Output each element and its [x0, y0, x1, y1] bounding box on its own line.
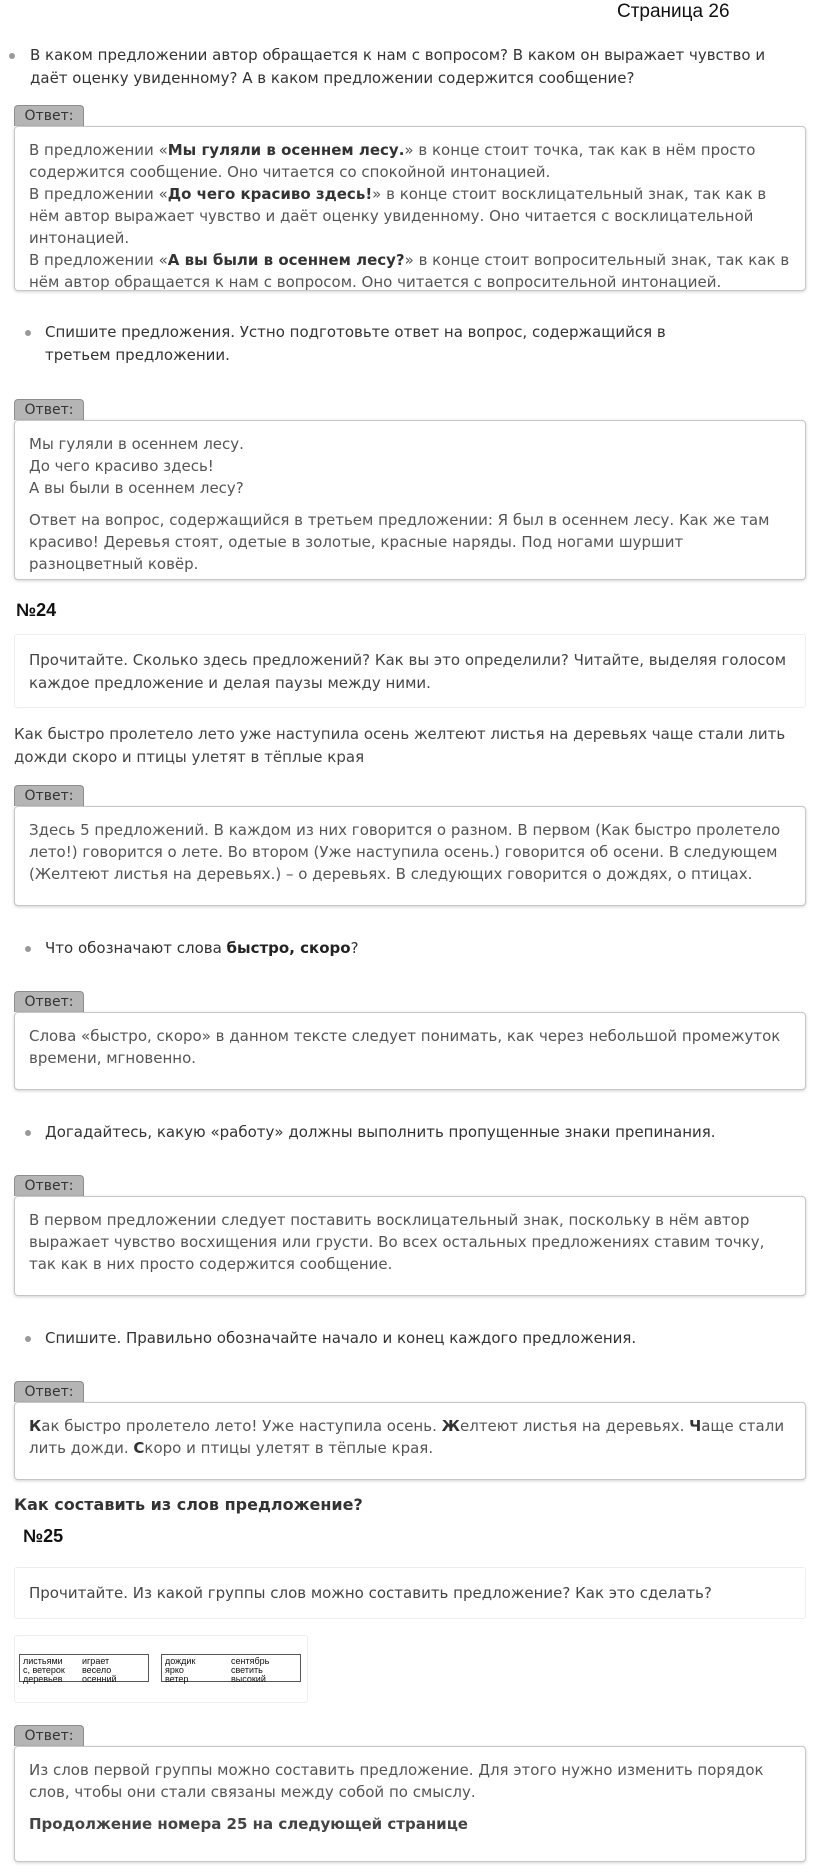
word: листьями	[23, 1656, 63, 1666]
answer-box-2	[14, 420, 806, 580]
answer-2-line-3: А вы были в осеннем лесу?	[29, 479, 244, 497]
word: ярко	[165, 1665, 184, 1675]
answer-box-1	[14, 126, 806, 291]
word: ветер	[165, 1674, 189, 1684]
bullet-dot	[25, 1130, 31, 1136]
answer-1-sentence-2: В предложении «До чего красиво здесь!» в конце стоит восклицательный знак, так как в нём автор выражает чувство и даёт оценку увиденному. Оно читается с восклицательной интонацией.	[29, 185, 767, 247]
word: светить	[231, 1665, 263, 1675]
word: с, ветерок	[23, 1665, 65, 1675]
answer-4-text: Слова «быстро, скоро» в данном тексте следует понимать, как через небольшой промежуток времени, мгновенно.	[29, 1027, 781, 1067]
word-group-1	[19, 1654, 149, 1682]
question-3-text: Что обозначают слова быстро, скоро?	[45, 939, 359, 957]
task-25-prompt: Прочитайте. Из какой группы слов можно составить предложение? Как это сделать?	[29, 1584, 712, 1602]
answer-box-4	[14, 1012, 806, 1090]
answer-1-sentence-3: В предложении «А вы были в осеннем лесу?» в конце стоит вопросительный знак, так как в нём автор обращается к нам с вопросом. Оно читается с вопросительной интонацией.	[29, 251, 790, 291]
word: весело	[82, 1665, 112, 1675]
word: деревьев	[23, 1674, 63, 1684]
word: играет	[82, 1656, 110, 1666]
question-4-text: Догадайтесь, какую «работу» должны выполнить пропущенные знаки препинания.	[45, 1123, 716, 1141]
word: сентябрь	[231, 1656, 270, 1666]
task-25-number: №25	[23, 1526, 64, 1546]
question-1	[30, 44, 790, 90]
task-24-text: Как быстро пролетело лето уже наступила осень желтеют листья на деревьях чаще стали лить дожди скоро и птицы улетят в тёплые края	[14, 725, 786, 766]
answer-box-5	[14, 1196, 806, 1296]
task-24-prompt-box	[14, 634, 806, 708]
word-group-2	[161, 1654, 301, 1682]
task-24-prompt: Прочитайте. Сколько здесь предложений? Как вы это определили? Читайте, выделяя голосом каждое предложение и делая паузы между ними.	[29, 651, 787, 692]
answer-box-3	[14, 806, 806, 906]
question-1-text: В каком предложении автор обращается к нам с вопросом? В каком он выражает чувство и даёт оценку увиденному? А в каком предложении содержится сообщение?	[30, 46, 766, 87]
answer-2-line-2: До чего красиво здесь!	[29, 457, 214, 475]
question-3	[45, 937, 745, 960]
question-5	[45, 1327, 765, 1350]
answer-2-line-1: Мы гуляли в осеннем лесу.	[29, 435, 244, 453]
answer-3-text: Здесь 5 предложений. В каждом из них говорится о разном. В первом (Как быстро пролетело лето!) говорится о лете. Во втором (Уже наступила осень.) говорится об осени. В следующем (Желтеют листья на деревьях.) – о деревьях. В следующих говорится о дождях, о птицах.	[29, 821, 781, 883]
answer-tab: Ответ:	[14, 991, 84, 1012]
question-2-text: Спишите предложения. Устно подготовьте ответ на вопрос, содержащийся в третьем предложении.	[45, 323, 666, 364]
answer-1-sentence-1: В предложении «Мы гуляли в осеннем лесу.» в конце стоит точка, так как в нём просто содержится сообщение. Оно читается со спокойной интонацией.	[29, 141, 756, 181]
task-25-prompt-box	[14, 1567, 806, 1619]
question-4	[45, 1121, 765, 1144]
word: осенний	[82, 1674, 117, 1684]
answer-7-text: Из слов первой группы можно составить предложение. Для этого нужно изменить порядок слов, чтобы они стали связаны между собой по смыслу.	[29, 1761, 764, 1801]
word: высокий	[231, 1674, 266, 1684]
question-2	[45, 321, 735, 367]
answer-tab: Ответ:	[14, 785, 84, 806]
answer-2-paragraph: Ответ на вопрос, содержащийся в третьем предложении: Я был в осеннем лесу. Как же там красиво! Деревья стоят, одетые в золотые, красные наряды. Под ногами шуршит разноцветный ковёр.	[29, 511, 770, 573]
answer-tab: Ответ:	[14, 1725, 84, 1746]
answer-tab: Ответ:	[14, 1381, 84, 1402]
bullet-dot	[25, 946, 31, 952]
answer-box-6	[14, 1402, 806, 1480]
continuation-note: Продолжение номера 25 на следующей странице	[29, 1815, 468, 1833]
bullet-dot	[25, 330, 31, 336]
answer-5-text: В первом предложении следует поставить восклицательный знак, поскольку в нём автор выражает чувство восхищения или грусти. Во всех остальных предложениях ставим точку, так как в них просто содержится сообщение.	[29, 1211, 765, 1273]
bullet-dot	[9, 53, 15, 59]
answer-tab: Ответ:	[14, 1175, 84, 1196]
answer-box-7	[14, 1746, 806, 1862]
answer-tab: Ответ:	[14, 399, 84, 420]
word-groups-image	[14, 1635, 308, 1703]
section-heading: Как составить из слов предложение?	[14, 1495, 363, 1514]
answer-6-text: Как быстро пролетело лето! Уже наступила осень. Желтеют листья на деревьях. Чаще стали лить дожди. Скоро и птицы улетят в тёплые края.	[29, 1417, 785, 1457]
task-24-number: №24	[16, 600, 57, 620]
word: дождик	[165, 1656, 196, 1666]
question-5-text: Спишите. Правильно обозначайте начало и конец каждого предложения.	[45, 1329, 637, 1347]
page-number: Страница 26	[617, 1, 730, 22]
bullet-dot	[25, 1336, 31, 1342]
answer-tab: Ответ:	[14, 105, 84, 126]
